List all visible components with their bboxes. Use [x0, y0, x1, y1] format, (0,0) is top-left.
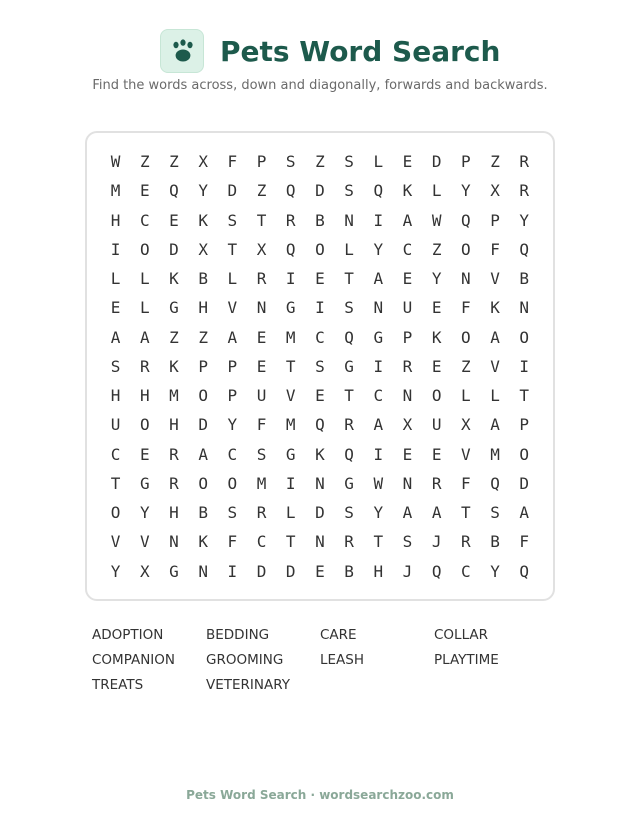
grid-cell[interactable]: V — [490, 269, 500, 289]
grid-cell[interactable]: V — [139, 532, 150, 552]
grid-row — [101, 176, 539, 205]
grid-cell[interactable]: W — [373, 473, 384, 493]
grid-cell[interactable]: J — [431, 532, 442, 552]
grid-cell[interactable]: E — [431, 356, 442, 376]
grid-cell[interactable]: B — [490, 532, 500, 552]
word-list-item: COMPANION — [92, 652, 176, 668]
grid-cell[interactable]: I — [285, 473, 296, 493]
grid-cell[interactable]: S — [344, 181, 354, 201]
grid-cell[interactable]: H — [110, 210, 121, 230]
word-list — [92, 626, 548, 701]
grid-cell[interactable]: N — [256, 298, 267, 318]
grid-cell[interactable]: T — [285, 356, 296, 376]
grid-cell[interactable]: A — [402, 210, 413, 230]
grid-cell[interactable]: U — [402, 298, 413, 318]
grid-cell[interactable]: A — [490, 415, 500, 435]
grid-cell[interactable]: G — [373, 327, 384, 347]
word-list-item: TREATS — [92, 677, 144, 693]
grid-cell[interactable]: A — [431, 503, 442, 523]
grid-cell[interactable]: Y — [139, 503, 150, 523]
grid-cell[interactable]: B — [519, 269, 530, 289]
grid-cell[interactable]: P — [461, 152, 471, 172]
grid-cell[interactable]: B — [315, 210, 325, 230]
grid-cell[interactable]: I — [519, 356, 530, 376]
grid-cell[interactable]: P — [256, 152, 267, 172]
grid-cell[interactable]: L — [110, 269, 121, 289]
grid-cell[interactable]: M — [490, 444, 500, 464]
grid-cell[interactable]: S — [227, 210, 238, 230]
grid-cell[interactable]: T — [227, 239, 238, 259]
grid-cell[interactable]: L — [139, 269, 150, 289]
grid-cell[interactable]: R — [519, 152, 530, 172]
grid-cell[interactable]: D — [227, 181, 238, 201]
grid-cell[interactable]: O — [315, 239, 325, 259]
grid-cell[interactable]: M — [110, 181, 121, 201]
grid-cell[interactable]: M — [285, 327, 296, 347]
grid-cell[interactable]: N — [519, 298, 530, 318]
grid-cell[interactable]: H — [139, 386, 150, 406]
grid-cell[interactable]: T — [373, 532, 384, 552]
grid-cell[interactable]: P — [490, 210, 500, 230]
grid-cell[interactable]: Z — [490, 152, 500, 172]
word-list-item: COLLAR — [434, 627, 489, 643]
grid-cell[interactable]: Y — [227, 415, 238, 435]
grid-cell[interactable]: O — [461, 239, 471, 259]
grid-cell[interactable]: K — [315, 444, 325, 464]
grid-cell[interactable]: E — [139, 444, 150, 464]
grid-cell[interactable]: S — [227, 503, 238, 523]
grid-cell[interactable]: G — [139, 473, 150, 493]
grid-cell[interactable]: R — [344, 532, 354, 552]
grid-cell[interactable]: D — [198, 415, 208, 435]
grid-cell[interactable]: S — [344, 298, 354, 318]
grid-cell[interactable]: I — [373, 210, 384, 230]
grid-cell[interactable]: D — [169, 239, 179, 259]
grid-cell[interactable]: C — [315, 327, 325, 347]
grid-cell[interactable]: R — [169, 444, 179, 464]
grid-cell[interactable]: P — [227, 386, 238, 406]
grid-cell[interactable]: Q — [285, 239, 296, 259]
grid-row — [101, 264, 539, 293]
grid-cell[interactable]: S — [490, 503, 500, 523]
grid-row — [101, 498, 539, 527]
grid-row — [101, 147, 539, 176]
grid-row — [101, 527, 539, 556]
instructions: Find the words across, down and diagonally, forwards and backwards. — [92, 78, 548, 93]
grid-cell[interactable]: R — [256, 269, 267, 289]
grid-cell[interactable]: F — [519, 532, 530, 552]
grid-cell[interactable]: Q — [344, 327, 354, 347]
grid-cell[interactable]: F — [461, 298, 471, 318]
grid-cell[interactable]: Q — [344, 444, 354, 464]
grid-cell[interactable]: F — [227, 152, 238, 172]
grid-cell[interactable]: R — [461, 532, 471, 552]
grid-cell[interactable]: G — [169, 561, 179, 581]
grid-cell[interactable]: Q — [490, 473, 500, 493]
grid-row — [101, 440, 539, 469]
grid-cell[interactable]: I — [227, 561, 238, 581]
grid-cell[interactable]: G — [169, 298, 179, 318]
grid-cell[interactable]: I — [285, 269, 296, 289]
grid-cell[interactable]: P — [519, 415, 530, 435]
grid-cell[interactable]: H — [169, 503, 179, 523]
grid-cell[interactable]: E — [431, 298, 442, 318]
grid-cell[interactable]: V — [285, 386, 296, 406]
page-title: Pets Word Search — [220, 35, 501, 68]
grid-cell[interactable]: Y — [519, 210, 530, 230]
grid-cell[interactable]: A — [490, 327, 500, 347]
grid-cell[interactable]: W — [110, 152, 121, 172]
grid-cell[interactable]: N — [315, 532, 325, 552]
grid-cell[interactable]: Z — [169, 152, 179, 172]
grid-cell[interactable]: Q — [373, 181, 384, 201]
grid-cell[interactable]: Z — [461, 356, 471, 376]
grid-cell[interactable]: R — [344, 415, 354, 435]
grid-cell[interactable]: O — [139, 415, 150, 435]
grid-cell[interactable]: S — [110, 356, 121, 376]
grid-cell[interactable]: S — [285, 152, 296, 172]
grid-cell[interactable]: D — [431, 152, 442, 172]
grid-row — [101, 557, 539, 586]
grid-cell[interactable]: L — [227, 269, 238, 289]
grid-cell[interactable]: Y — [110, 561, 121, 581]
grid-cell[interactable]: N — [169, 532, 179, 552]
grid-cell[interactable]: O — [198, 473, 208, 493]
grid-cell[interactable]: E — [256, 327, 267, 347]
grid-cell[interactable]: S — [344, 152, 354, 172]
grid-cell[interactable]: R — [256, 503, 267, 523]
paw-print-icon-graphic — [170, 39, 196, 65]
grid-cell[interactable]: L — [285, 503, 296, 523]
grid-cell[interactable]: R — [139, 356, 150, 376]
grid-row — [101, 206, 539, 235]
grid-cell[interactable]: X — [490, 181, 500, 201]
grid-cell[interactable]: D — [256, 561, 267, 581]
grid-cell[interactable]: C — [110, 444, 121, 464]
grid-cell[interactable]: E — [402, 444, 413, 464]
grid-row — [101, 293, 539, 322]
grid-cell[interactable]: E — [256, 356, 267, 376]
grid-cell[interactable]: Y — [198, 181, 208, 201]
grid-cell[interactable]: A — [227, 327, 238, 347]
puzzle-grid-box — [85, 131, 555, 601]
grid-cell[interactable]: K — [198, 210, 208, 230]
grid-row — [101, 323, 539, 352]
grid-cell[interactable]: Y — [431, 269, 442, 289]
grid-cell[interactable]: O — [519, 444, 530, 464]
grid-cell[interactable]: O — [139, 239, 150, 259]
grid-cell[interactable]: Y — [373, 239, 384, 259]
grid-cell[interactable]: M — [256, 473, 267, 493]
grid-cell[interactable]: E — [315, 561, 325, 581]
grid-cell[interactable]: E — [315, 269, 325, 289]
header — [0, 29, 640, 73]
grid-cell[interactable]: Y — [490, 561, 500, 581]
grid-cell[interactable]: S — [344, 503, 354, 523]
grid-cell[interactable]: T — [344, 269, 354, 289]
grid-cell[interactable]: E — [402, 269, 413, 289]
footer: Pets Word Search · wordsearchzoo.com — [186, 788, 454, 802]
grid-cell[interactable]: L — [139, 298, 150, 318]
grid-cell[interactable]: D — [519, 473, 530, 493]
grid-cell[interactable]: E — [169, 210, 179, 230]
grid-cell[interactable]: A — [198, 444, 208, 464]
grid-cell[interactable]: D — [285, 561, 296, 581]
grid-cell[interactable]: V — [461, 444, 471, 464]
word-list-item: CARE — [320, 627, 357, 643]
grid-cell[interactable]: F — [490, 239, 500, 259]
grid-cell[interactable]: U — [431, 415, 442, 435]
grid-cell[interactable]: Y — [461, 181, 471, 201]
grid-row — [101, 410, 539, 439]
grid-cell[interactable]: E — [315, 386, 325, 406]
grid-cell[interactable]: X — [402, 415, 413, 435]
grid-cell[interactable]: I — [315, 298, 325, 318]
grid-cell[interactable]: L — [431, 181, 442, 201]
grid-cell[interactable]: L — [461, 386, 471, 406]
grid-cell[interactable]: N — [373, 298, 384, 318]
grid-cell[interactable]: I — [373, 444, 384, 464]
grid-cell[interactable]: C — [461, 561, 471, 581]
grid-cell[interactable]: Q — [431, 561, 442, 581]
grid-cell[interactable]: M — [169, 386, 179, 406]
grid-cell[interactable]: Z — [198, 327, 208, 347]
word-list-item: PLAYTIME — [434, 652, 499, 668]
grid-cell[interactable]: G — [285, 298, 296, 318]
grid-cell[interactable]: D — [315, 503, 325, 523]
grid-cell[interactable]: K — [490, 298, 500, 318]
word-list-item: ADOPTION — [92, 627, 164, 643]
grid-cell[interactable]: K — [169, 356, 179, 376]
grid-cell[interactable]: P — [402, 327, 413, 347]
grid-cell[interactable]: Q — [315, 415, 325, 435]
grid-cell[interactable]: O — [431, 386, 442, 406]
grid-cell[interactable]: Z — [431, 239, 442, 259]
grid-cell[interactable]: E — [110, 298, 121, 318]
word-list-item: LEASH — [320, 652, 365, 668]
grid-cell[interactable]: J — [402, 561, 413, 581]
grid-cell[interactable]: R — [402, 356, 413, 376]
grid-cell[interactable]: S — [402, 532, 413, 552]
grid-cell[interactable]: U — [256, 386, 267, 406]
grid-cell[interactable]: D — [315, 181, 325, 201]
grid-cell[interactable]: O — [461, 327, 471, 347]
grid-cell[interactable]: X — [198, 152, 208, 172]
grid-cell[interactable]: Q — [169, 181, 179, 201]
grid-cell[interactable]: P — [198, 356, 208, 376]
grid-cell[interactable]: X — [256, 239, 267, 259]
grid-cell[interactable]: N — [402, 386, 413, 406]
grid-cell[interactable]: Z — [315, 152, 325, 172]
grid-cell[interactable]: G — [344, 356, 354, 376]
grid-cell[interactable]: C — [373, 386, 384, 406]
grid-cell[interactable]: A — [519, 503, 530, 523]
grid-cell[interactable]: N — [198, 561, 208, 581]
grid-cell[interactable]: L — [490, 386, 500, 406]
grid-cell[interactable]: N — [402, 473, 413, 493]
grid-cell[interactable]: K — [402, 181, 413, 201]
grid-cell[interactable]: A — [373, 269, 384, 289]
grid-cell[interactable]: A — [373, 415, 384, 435]
grid-cell[interactable]: T — [256, 210, 267, 230]
word-list-item: BEDDING — [206, 627, 270, 643]
grid-cell[interactable]: S — [256, 444, 267, 464]
grid-cell[interactable]: V — [227, 298, 238, 318]
letter-grid — [101, 147, 539, 586]
grid-cell[interactable]: N — [315, 473, 325, 493]
grid-cell[interactable]: O — [110, 503, 121, 523]
grid-row — [101, 352, 539, 381]
grid-cell[interactable]: U — [110, 415, 121, 435]
grid-cell[interactable]: R — [169, 473, 179, 493]
grid-cell[interactable]: K — [198, 532, 208, 552]
grid-row — [101, 469, 539, 498]
grid-cell[interactable]: A — [402, 503, 413, 523]
grid-cell[interactable]: B — [344, 561, 354, 581]
grid-cell[interactable]: F — [227, 532, 238, 552]
grid-cell[interactable]: V — [110, 532, 121, 552]
grid-cell[interactable]: O — [198, 386, 208, 406]
grid-cell[interactable]: A — [139, 327, 150, 347]
grid-cell[interactable]: E — [139, 181, 150, 201]
grid-cell[interactable]: Z — [169, 327, 179, 347]
grid-cell[interactable]: B — [198, 269, 208, 289]
grid-cell[interactable]: T — [461, 503, 471, 523]
grid-cell[interactable]: K — [169, 269, 179, 289]
grid-cell[interactable]: G — [344, 473, 354, 493]
grid-cell[interactable]: Q — [519, 561, 530, 581]
grid-cell[interactable]: S — [315, 356, 325, 376]
grid-cell[interactable]: Q — [519, 239, 530, 259]
grid-cell[interactable]: R — [285, 210, 296, 230]
grid-cell[interactable]: M — [285, 415, 296, 435]
grid-cell[interactable]: L — [344, 239, 354, 259]
grid-cell[interactable]: X — [139, 561, 150, 581]
paw-print-icon — [160, 29, 204, 73]
grid-cell[interactable]: I — [373, 356, 384, 376]
grid-cell[interactable]: K — [431, 327, 442, 347]
grid-cell[interactable]: X — [198, 239, 208, 259]
grid-cell[interactable]: O — [227, 473, 238, 493]
grid-row — [101, 381, 539, 410]
grid-cell[interactable]: N — [344, 210, 354, 230]
grid-cell[interactable]: V — [490, 356, 500, 376]
word-list-item: GROOMING — [206, 652, 284, 668]
grid-cell[interactable]: Q — [461, 210, 471, 230]
grid-cell[interactable]: T — [519, 386, 530, 406]
grid-row — [101, 235, 539, 264]
grid-cell[interactable]: T — [344, 386, 354, 406]
grid-cell[interactable]: F — [461, 473, 471, 493]
grid-cell[interactable]: L — [373, 152, 384, 172]
grid-cell[interactable]: T — [285, 532, 296, 552]
grid-cell[interactable]: X — [461, 415, 471, 435]
grid-cell[interactable]: W — [431, 210, 442, 230]
grid-cell[interactable]: G — [285, 444, 296, 464]
grid-cell[interactable]: R — [431, 473, 442, 493]
grid-cell[interactable]: C — [256, 532, 267, 552]
grid-cell[interactable]: H — [169, 415, 179, 435]
grid-cell[interactable]: B — [198, 503, 208, 523]
grid-cell[interactable]: A — [110, 327, 121, 347]
grid-cell[interactable]: H — [110, 386, 121, 406]
grid-cell[interactable]: Q — [285, 181, 296, 201]
grid-cell[interactable]: Z — [256, 181, 267, 201]
grid-cell[interactable]: I — [110, 239, 121, 259]
grid-cell[interactable]: F — [256, 415, 267, 435]
grid-cell[interactable]: C — [227, 444, 238, 464]
grid-cell[interactable]: O — [519, 327, 530, 347]
grid-cell[interactable]: Z — [139, 152, 150, 172]
word-list-item: VETERINARY — [206, 677, 290, 693]
grid-cell[interactable]: E — [402, 152, 413, 172]
grid-cell[interactable]: C — [139, 210, 150, 230]
grid-cell[interactable]: H — [198, 298, 208, 318]
grid-cell[interactable]: E — [431, 444, 442, 464]
grid-cell[interactable]: R — [519, 181, 530, 201]
grid-cell[interactable]: N — [461, 269, 471, 289]
grid-cell[interactable]: P — [227, 356, 238, 376]
grid-cell[interactable]: Y — [373, 503, 384, 523]
grid-cell[interactable]: C — [402, 239, 413, 259]
grid-cell[interactable]: T — [110, 473, 121, 493]
grid-cell[interactable]: H — [373, 561, 384, 581]
